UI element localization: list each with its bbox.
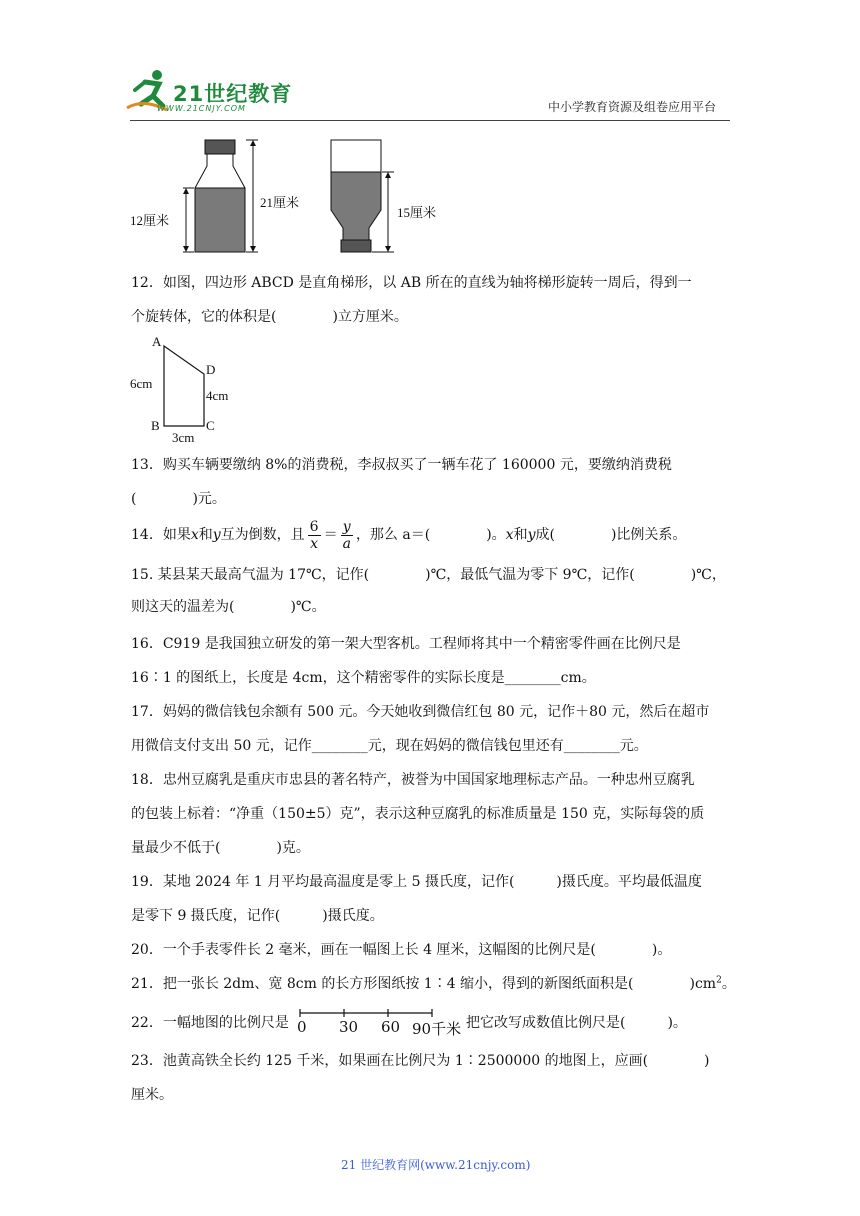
logo-url: WWW.21CNJY.COM [157, 104, 246, 113]
question-18-line-2: 的包装上标着：“净重（150±5）克”，表示这种豆腐乳的标准质量是 150 克，实际每袋的质 [131, 806, 705, 822]
question-16-line-2: 16∶1 的图纸上，长度是 4cm，这个精密零件的实际长度是________cm。 [131, 670, 596, 686]
question-12-line-2: 个旋转体，它的体积是( )立方厘米。 [131, 309, 408, 325]
header-logo [123, 68, 293, 116]
q14-equals: ＝ [323, 527, 338, 543]
label-12cm: 12厘米 [130, 213, 170, 228]
question-19-line-2: 是零下 9 摄氏度，记作( )摄氏度。 [131, 908, 384, 924]
label-21cm: 21厘米 [260, 195, 300, 210]
scale-tick-90km: 90千米 [412, 1020, 462, 1038]
question-14 [131, 518, 731, 552]
question-15-line-1: 15. 某县某天最高气温为 17℃，记作( )℃，最低气温为零下 9℃，记作( )℃， [131, 567, 726, 583]
line-scale-bar [297, 1006, 467, 1040]
q14-var-y: y [212, 527, 221, 543]
q14-var-x: x [190, 527, 199, 543]
q14-and: 和 [198, 527, 213, 543]
question-17-line-2: 用微信支付支出 50 元，记作________元，现在妈妈的微信钱包里还有________元。 [131, 738, 648, 754]
question-23-line-2: 厘米。 [131, 1087, 173, 1103]
vertex-b: B [151, 418, 160, 433]
question-18-line-3: 量最少不低于( )克。 [131, 840, 310, 856]
question-19-line-1: 19．某地 2024 年 1 月平均最高温度是零上 5 摄氏度，记作( )摄氏度。平均最低温度 [131, 874, 702, 890]
question-12-line-1: 12．如图，四边形 ABCD 是直角梯形，以 AB 所在的直线为轴将梯形旋转一周后，得到一 [131, 275, 692, 291]
q14-post-2: 成( )比例关系。 [535, 527, 687, 543]
vertex-a: A [152, 334, 162, 349]
question-16-line-1: 16．C919 是我国独立研发的第一架大型客机。工程师将其中一个精密零件画在比例尺是 [131, 636, 681, 652]
q21-end: 。 [721, 976, 736, 992]
scale-tick-30: 30 [339, 1018, 359, 1036]
side-bc-length: 3cm [172, 430, 195, 445]
question-13-line-2: ( )元。 [131, 491, 226, 507]
platform-name: 中小学教育资源及组卷应用平台 [548, 100, 717, 114]
header-rule [130, 120, 730, 121]
footer-text: 21 世纪教育网(www.21cnjy.com) [341, 1158, 531, 1172]
question-15-line-2: 则这天的温差为( )℃。 [131, 599, 326, 615]
question-17-line-1: 17．妈妈的微信钱包余额有 500 元。今天她收到微信红包 80 元，记作＋80 元，然后在超市 [131, 704, 710, 720]
bottles-figure [128, 130, 468, 260]
q14-mid: 互为倒数，且 [220, 527, 305, 543]
logo-text: 21世纪教育 [173, 82, 293, 106]
trapezoid-figure [128, 334, 248, 444]
q22-prefix: 22．一幅地图的比例尺是 [131, 1015, 289, 1031]
question-23-line-1: 23．池黄高铁全长约 125 千米，如果画在比例尺为 1∶2500000 的地图上，应画( ) [131, 1053, 710, 1069]
vertex-d: D [206, 362, 216, 377]
q22-suffix: 把它改写成数值比例尺是( )。 [466, 1015, 687, 1031]
q14-and-2: 和 [513, 527, 528, 543]
label-15cm: 15厘米 [397, 205, 437, 220]
q14-var-x-2: x [505, 527, 514, 543]
question-18-line-1: 18．忠州豆腐乳是重庆市忠县的著名特产，被誉为中国国家地理标志产品。一种忠州豆腐乳 [131, 772, 695, 788]
vertex-c: C [206, 418, 215, 433]
q21-text: 21．把一张长 2dm、宽 8cm 的长方形图纸按 1∶4 缩小，得到的新图纸面积是( )cm [131, 976, 717, 992]
q14-var-y-2: y [527, 527, 536, 543]
q21-superscript: 2 [716, 975, 722, 986]
fraction-y-over-a: $\frac{y}{a}$ [342, 518, 351, 552]
q14-prefix: 14．如果 [131, 527, 191, 543]
scale-tick-60: 60 [381, 1018, 401, 1036]
side-dc-length: 4cm [206, 388, 229, 403]
q14-post-1: ，那么 a＝( )。 [355, 527, 506, 543]
fraction-6-over-x: $\frac{6}{x}$ [309, 518, 319, 552]
side-ab-length: 6cm [130, 376, 153, 391]
scale-tick-0: 0 [297, 1018, 307, 1036]
question-13-line-1: 13．购买车辆要缴纳 8%的消费税，李叔叔买了一辆车花了 160000 元，要缴纳消费税 [131, 457, 672, 473]
question-21 [131, 967, 736, 1001]
question-20: 20．一个手表零件长 2 毫米，画在一幅图上长 4 厘米，这幅图的比例尺是( )。 [131, 942, 672, 958]
